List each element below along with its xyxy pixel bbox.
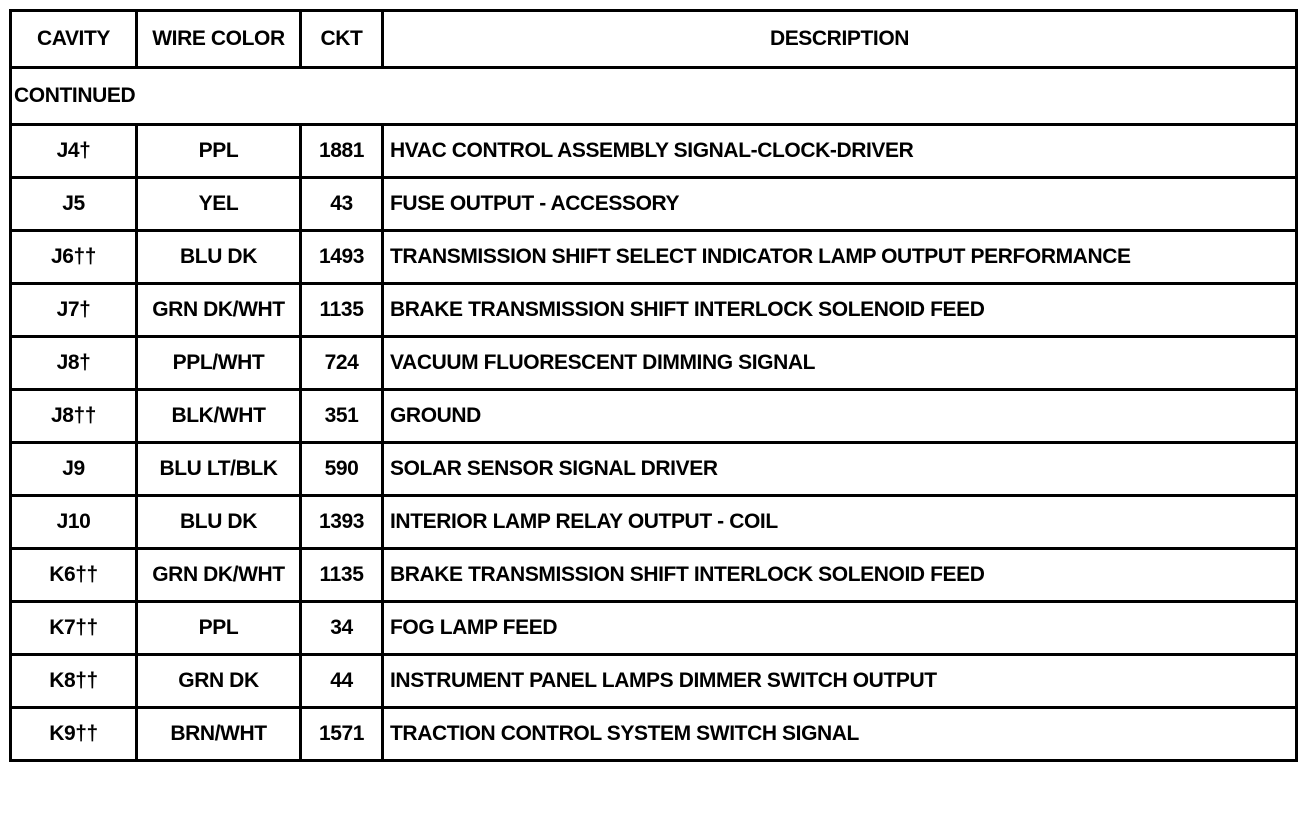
description-cell: BRAKE TRANSMISSION SHIFT INTERLOCK SOLENOID FEED [383,549,1297,602]
wire-color-cell: BLU LT/BLK [137,443,301,496]
ckt-cell: 43 [301,178,383,231]
header-ckt: CKT [301,11,383,68]
description-cell: FOG LAMP FEED [383,602,1297,655]
cavity-cell: J6†† [11,231,137,284]
wire-color-cell: GRN DK/WHT [137,284,301,337]
table-row [11,390,1297,443]
ckt-cell: 1493 [301,231,383,284]
ckt-cell: 1881 [301,125,383,178]
table-row [11,655,1297,708]
cavity-cell: J8†† [11,390,137,443]
table-row [11,708,1297,761]
ckt-cell: 1393 [301,496,383,549]
cavity-cell: K9†† [11,708,137,761]
wire-color-cell: BLK/WHT [137,390,301,443]
wire-color-cell: YEL [137,178,301,231]
ckt-cell: 44 [301,655,383,708]
ckt-cell: 351 [301,390,383,443]
description-cell: FUSE OUTPUT - ACCESSORY [383,178,1297,231]
cavity-cell: J10 [11,496,137,549]
cavity-cell: K8†† [11,655,137,708]
cavity-cell: K6†† [11,549,137,602]
header-wire-color: WIRE COLOR [137,11,301,68]
description-cell: INSTRUMENT PANEL LAMPS DIMMER SWITCH OUTPUT [383,655,1297,708]
ckt-cell: 1135 [301,284,383,337]
header-row [11,11,1297,68]
ckt-cell: 724 [301,337,383,390]
table-row [11,443,1297,496]
cavity-cell: J7† [11,284,137,337]
wire-color-cell: BLU DK [137,231,301,284]
wire-color-cell: PPL [137,602,301,655]
table-row [11,284,1297,337]
ckt-cell: 1135 [301,549,383,602]
ckt-cell: 1571 [301,708,383,761]
table-row [11,178,1297,231]
description-cell: HVAC CONTROL ASSEMBLY SIGNAL-CLOCK-DRIVER [383,125,1297,178]
table-row [11,496,1297,549]
description-cell: BRAKE TRANSMISSION SHIFT INTERLOCK SOLENOID FEED [383,284,1297,337]
wire-color-cell: GRN DK/WHT [137,549,301,602]
wire-color-cell: PPL [137,125,301,178]
header-cavity: CAVITY [11,11,137,68]
description-cell: GROUND [383,390,1297,443]
ckt-cell: 34 [301,602,383,655]
header-description: DESCRIPTION [383,11,1297,68]
section-label: CONTINUED [11,68,1297,125]
table-row [11,125,1297,178]
table-row [11,602,1297,655]
section-row [11,68,1297,125]
cavity-cell: J4† [11,125,137,178]
description-cell: VACUUM FLUORESCENT DIMMING SIGNAL [383,337,1297,390]
cavity-cell: K7†† [11,602,137,655]
wire-color-cell: BLU DK [137,496,301,549]
table-row [11,549,1297,602]
description-cell: TRANSMISSION SHIFT SELECT INDICATOR LAMP OUTPUT PERFORMANCE [383,231,1297,284]
table-row [11,231,1297,284]
table-row [11,337,1297,390]
cavity-cell: J8† [11,337,137,390]
description-cell: INTERIOR LAMP RELAY OUTPUT - COIL [383,496,1297,549]
connector-pinout-table [9,9,1298,762]
wire-color-cell: PPL/WHT [137,337,301,390]
description-cell: SOLAR SENSOR SIGNAL DRIVER [383,443,1297,496]
description-cell: TRACTION CONTROL SYSTEM SWITCH SIGNAL [383,708,1297,761]
cavity-cell: J5 [11,178,137,231]
ckt-cell: 590 [301,443,383,496]
wire-color-cell: BRN/WHT [137,708,301,761]
cavity-cell: J9 [11,443,137,496]
wire-color-cell: GRN DK [137,655,301,708]
